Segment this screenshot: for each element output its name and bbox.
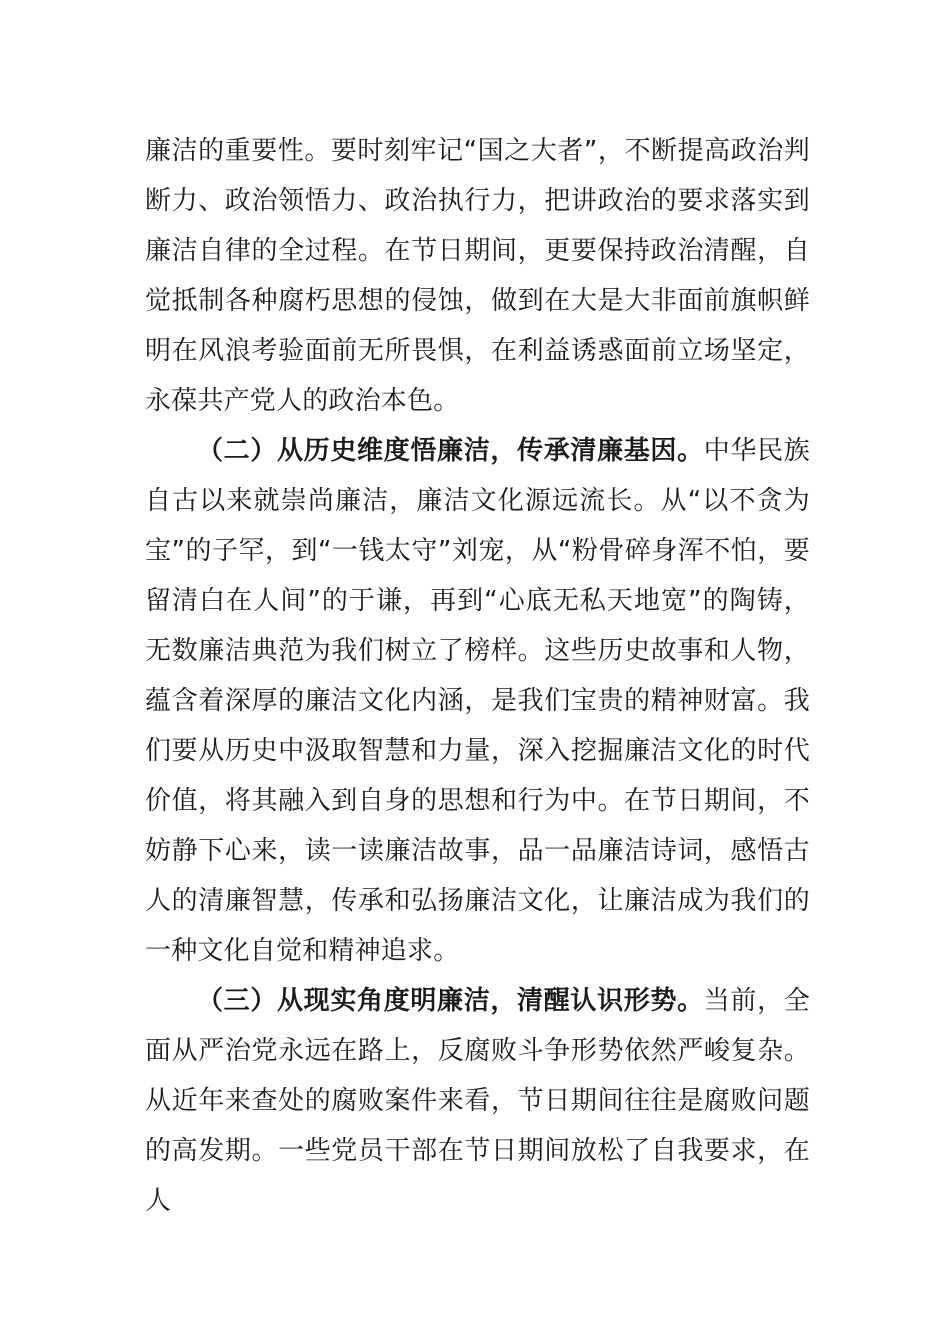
paragraph-2-text: 中华民族自古以来就崇尚廉洁，廉洁文化源远流长。从“以不贪为宝”的子罕，到“一钱太守”刘宠，从“粉骨碎身浑不怕，要留清白在人间”的于谦，再到“心底无私天地宽”的陶铸，无数廉洁典范为我们树立了榜样。这些历史故事和人物，蕴含着深厚的廉洁文化内涵，是我们宝贵的精神财富。我们要从历史中汲取智慧和力量，深入挖掘廉洁文化的时代价值，将其融入到自身的思想和行为中。在节日期间，不妨静下心来，读一读廉洁故事，品一品廉洁诗词，感悟古人的清廉智慧，传承和弘扬廉洁文化，让廉洁成为我们的一种文化自觉和精神追求。 (145, 436, 810, 966)
paragraph-1 (145, 126, 810, 426)
paragraph-1-text: 廉洁的重要性。要时刻牢记“国之大者”，不断提高政治判断力、政治领悟力、政治执行力，把讲政治的要求落实到廉洁自律的全过程。在节日期间，更要保持政治清醒，自觉抵制各种腐朽思想的侵蚀，做到在大是大非面前旗帜鲜明在风浪考验面前无所畏惧，在利益诱惑面前立场坚定，永葆共产党人的政治本色。 (145, 136, 810, 416)
paragraph-2 (145, 426, 810, 976)
paragraph-3 (145, 976, 810, 1226)
body-text (145, 126, 810, 1226)
section-heading-2: （二）从历史维度悟廉洁，传承清廉基因。 (197, 436, 704, 466)
paragraph-3-text: 当前，全面从严治党永远在路上，反腐败斗争形势依然严峻复杂。从近年来查处的腐败案件来看，节日期间往往是腐败问题的高发期。一些党员干部在节日期间放松了自我要求，在人 (145, 986, 810, 1216)
section-heading-3: （三）从现实角度明廉洁，清醒认识形势。 (197, 986, 704, 1016)
